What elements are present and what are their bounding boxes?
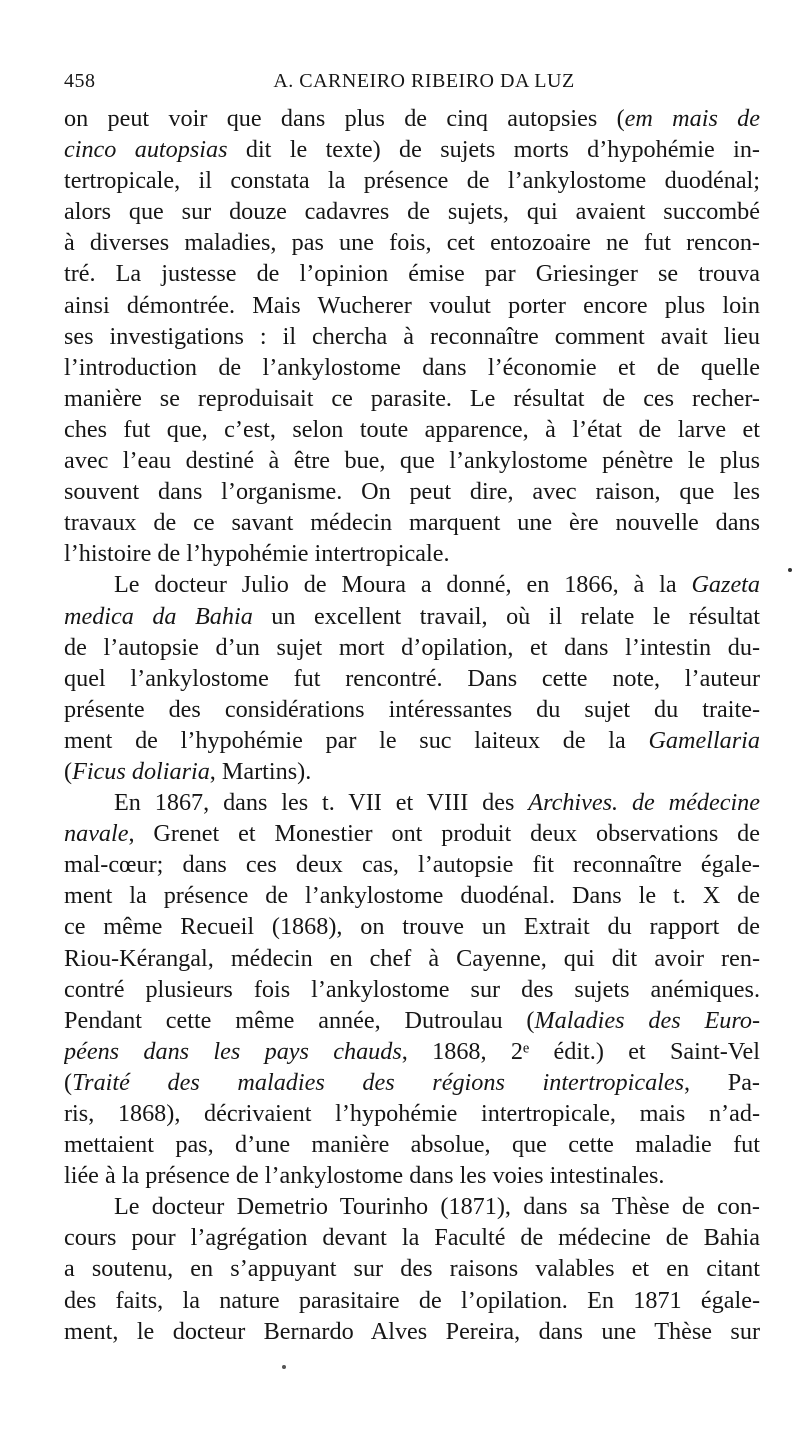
text-segment: tré. La justesse de l’opinion émise par Griesinger se trouva xyxy=(64,260,760,288)
text-line xyxy=(64,756,760,787)
italic-segment: péens dans les pays chauds xyxy=(64,1037,402,1065)
text-segment: manière se reproduisait ce parasite. Le résultat de ces recher- xyxy=(64,384,760,412)
text-segment: En 1867, dans les t. VII et VIII des xyxy=(114,789,529,817)
italic-segment: Ficus doliaria xyxy=(72,757,210,785)
text-line xyxy=(64,787,760,818)
page-number: 458 xyxy=(64,70,96,92)
text-line xyxy=(64,227,760,258)
text-line xyxy=(64,507,760,538)
body-text xyxy=(64,103,760,1347)
text-line xyxy=(64,538,760,569)
text-line xyxy=(64,880,760,911)
text-line xyxy=(64,196,760,227)
text-segment: ment la présence de l’ankylostome duodénal. Dans le t. X de xyxy=(64,882,760,910)
text-line xyxy=(64,818,760,849)
text-line xyxy=(64,321,760,352)
text-line xyxy=(64,663,760,694)
text-line xyxy=(64,1129,760,1160)
italic-segment: Gazeta xyxy=(691,571,760,599)
text-line xyxy=(64,1036,760,1067)
text-segment: on peut voir que dans plus de cinq autopsies ( xyxy=(64,105,625,132)
text-line xyxy=(64,974,760,1005)
bottom-speck xyxy=(282,1365,286,1369)
text-segment: à diverses maladies, pas une fois, cet entozoaire ne fut rencon- xyxy=(64,229,760,257)
text-segment: dit le texte) de sujets morts d’hypohémie in- xyxy=(227,136,760,164)
text-segment: cours pour l’agrégation devant la Faculté de médecine de Bahia xyxy=(64,1224,760,1252)
text-segment: avec l’eau destiné à être bue, que l’ankylostome pénètre le plus xyxy=(64,447,760,475)
text-segment: , 1868, 2ᵉ édit.) et Saint-Vel xyxy=(401,1037,760,1065)
text-line xyxy=(64,849,760,880)
text-segment: présente des considérations intéressantes du sujet du traite- xyxy=(64,695,760,723)
text-segment: mettaient pas, d’une manière absolue, que cette maladie fut xyxy=(64,1131,760,1159)
text-segment: souvent dans l’organisme. On peut dire, avec raison, que les xyxy=(64,478,760,506)
text-line xyxy=(64,352,760,383)
text-segment: ( xyxy=(64,1068,73,1096)
text-line xyxy=(64,694,760,725)
text-segment: Pendant cette même année, Dutroulau ( xyxy=(64,1006,535,1034)
text-segment: travaux de ce savant médecin marquent une ère nouvelle dans xyxy=(64,509,760,537)
text-segment: mal-cœur; dans ces deux cas, l’autopsie fit reconnaître égale- xyxy=(64,851,760,879)
text-line xyxy=(64,1285,760,1316)
text-line xyxy=(64,134,760,165)
text-segment: un excellent travail, où il relate le résultat xyxy=(252,602,760,630)
text-segment: tertropicale, il constata la présence de l’ankylostome duodénal; xyxy=(64,167,760,195)
text-line xyxy=(64,632,760,663)
text-segment: liée à la présence de l’ankylostome dans les voies intestinales. xyxy=(64,1162,665,1190)
text-line xyxy=(64,445,760,476)
text-segment: l’introduction de l’ankylostome dans l’économie et de quelle xyxy=(64,353,760,381)
text-segment: ris, 1868), décrivaient l’hypohémie intertropicale, mais n’ad- xyxy=(64,1100,760,1127)
italic-segment: cinco autopsias xyxy=(64,136,228,164)
text-segment: quel l’ankylostome fut rencontré. Dans cette note, l’auteur xyxy=(64,664,760,692)
text-segment: ainsi démontrée. Mais Wucherer voulut porter encore plus loin xyxy=(64,291,760,319)
italic-segment: Maladies des Euro- xyxy=(534,1006,760,1034)
text-line xyxy=(64,1067,760,1098)
text-segment: , Pa- xyxy=(684,1068,760,1096)
text-line xyxy=(64,1005,760,1036)
text-segment: Le docteur Julio de Moura a donné, en 1866, à la xyxy=(114,571,692,599)
text-segment: alors que sur douze cadavres de sujets, qui avaient succombé xyxy=(64,198,760,226)
italic-segment: Archives. de médecine xyxy=(528,789,760,817)
text-segment: ses investigations : il chercha à reconnaître comment avait lieu xyxy=(64,322,760,350)
text-segment: , Grenet et Monestier ont produit deux observations de xyxy=(128,820,760,848)
text-segment: l’histoire de l’hypohémie intertropicale. xyxy=(64,540,450,568)
text-line xyxy=(64,476,760,507)
text-line xyxy=(64,569,760,600)
running-head xyxy=(64,70,760,100)
text-line xyxy=(64,258,760,289)
text-line xyxy=(64,414,760,445)
text-line xyxy=(64,290,760,321)
text-segment: ches fut que, c’est, selon toute apparence, à l’état de larve et xyxy=(64,415,760,443)
text-segment: ( xyxy=(64,757,73,785)
text-segment: Le docteur Demetrio Tourinho (1871), dans sa Thèse de con- xyxy=(114,1193,760,1221)
text-line xyxy=(64,103,760,134)
text-line xyxy=(64,1098,760,1129)
text-line xyxy=(64,1191,760,1222)
margin-speck xyxy=(788,568,792,572)
text-segment: de l’autopsie d’un sujet mort d’opilation, et dans l’intestin du- xyxy=(64,633,760,661)
text-segment: ment de l’hypohémie par le suc laiteux de la xyxy=(64,726,649,754)
text-line xyxy=(64,165,760,196)
text-line xyxy=(64,911,760,942)
text-line xyxy=(64,1253,760,1284)
text-line xyxy=(64,383,760,414)
text-segment: des faits, la nature parasitaire de l’opilation. En 1871 égale- xyxy=(64,1286,760,1314)
text-line xyxy=(64,943,760,974)
text-line xyxy=(64,1160,760,1191)
text-line xyxy=(64,1316,760,1347)
text-line xyxy=(64,601,760,632)
italic-segment: navale xyxy=(64,820,129,848)
text-segment: ce même Recueil (1868), on trouve un Extrait du rapport de xyxy=(64,913,760,941)
text-line xyxy=(64,725,760,756)
text-segment: contré plusieurs fois l’ankylostome sur des sujets anémiques. xyxy=(64,975,760,1003)
running-head-title: A. CARNEIRO RIBEIRO DA LUZ xyxy=(273,70,575,92)
italic-segment: Gamellaria xyxy=(648,726,760,754)
italic-segment: Traité des maladies des régions intertropicales xyxy=(72,1068,685,1096)
text-segment: , Martins). xyxy=(209,757,312,785)
text-segment: ment, le docteur Bernardo Alves Pereira, dans une Thèse sur xyxy=(64,1317,760,1345)
italic-segment: em mais de xyxy=(624,105,760,132)
text-segment: Riou-Kérangal, médecin en chef à Cayenne, qui dit avoir ren- xyxy=(64,944,760,972)
italic-segment: medica da Bahia xyxy=(64,602,253,630)
text-line xyxy=(64,1222,760,1253)
text-segment: a soutenu, en s’appuyant sur des raisons valables et en citant xyxy=(64,1255,760,1283)
